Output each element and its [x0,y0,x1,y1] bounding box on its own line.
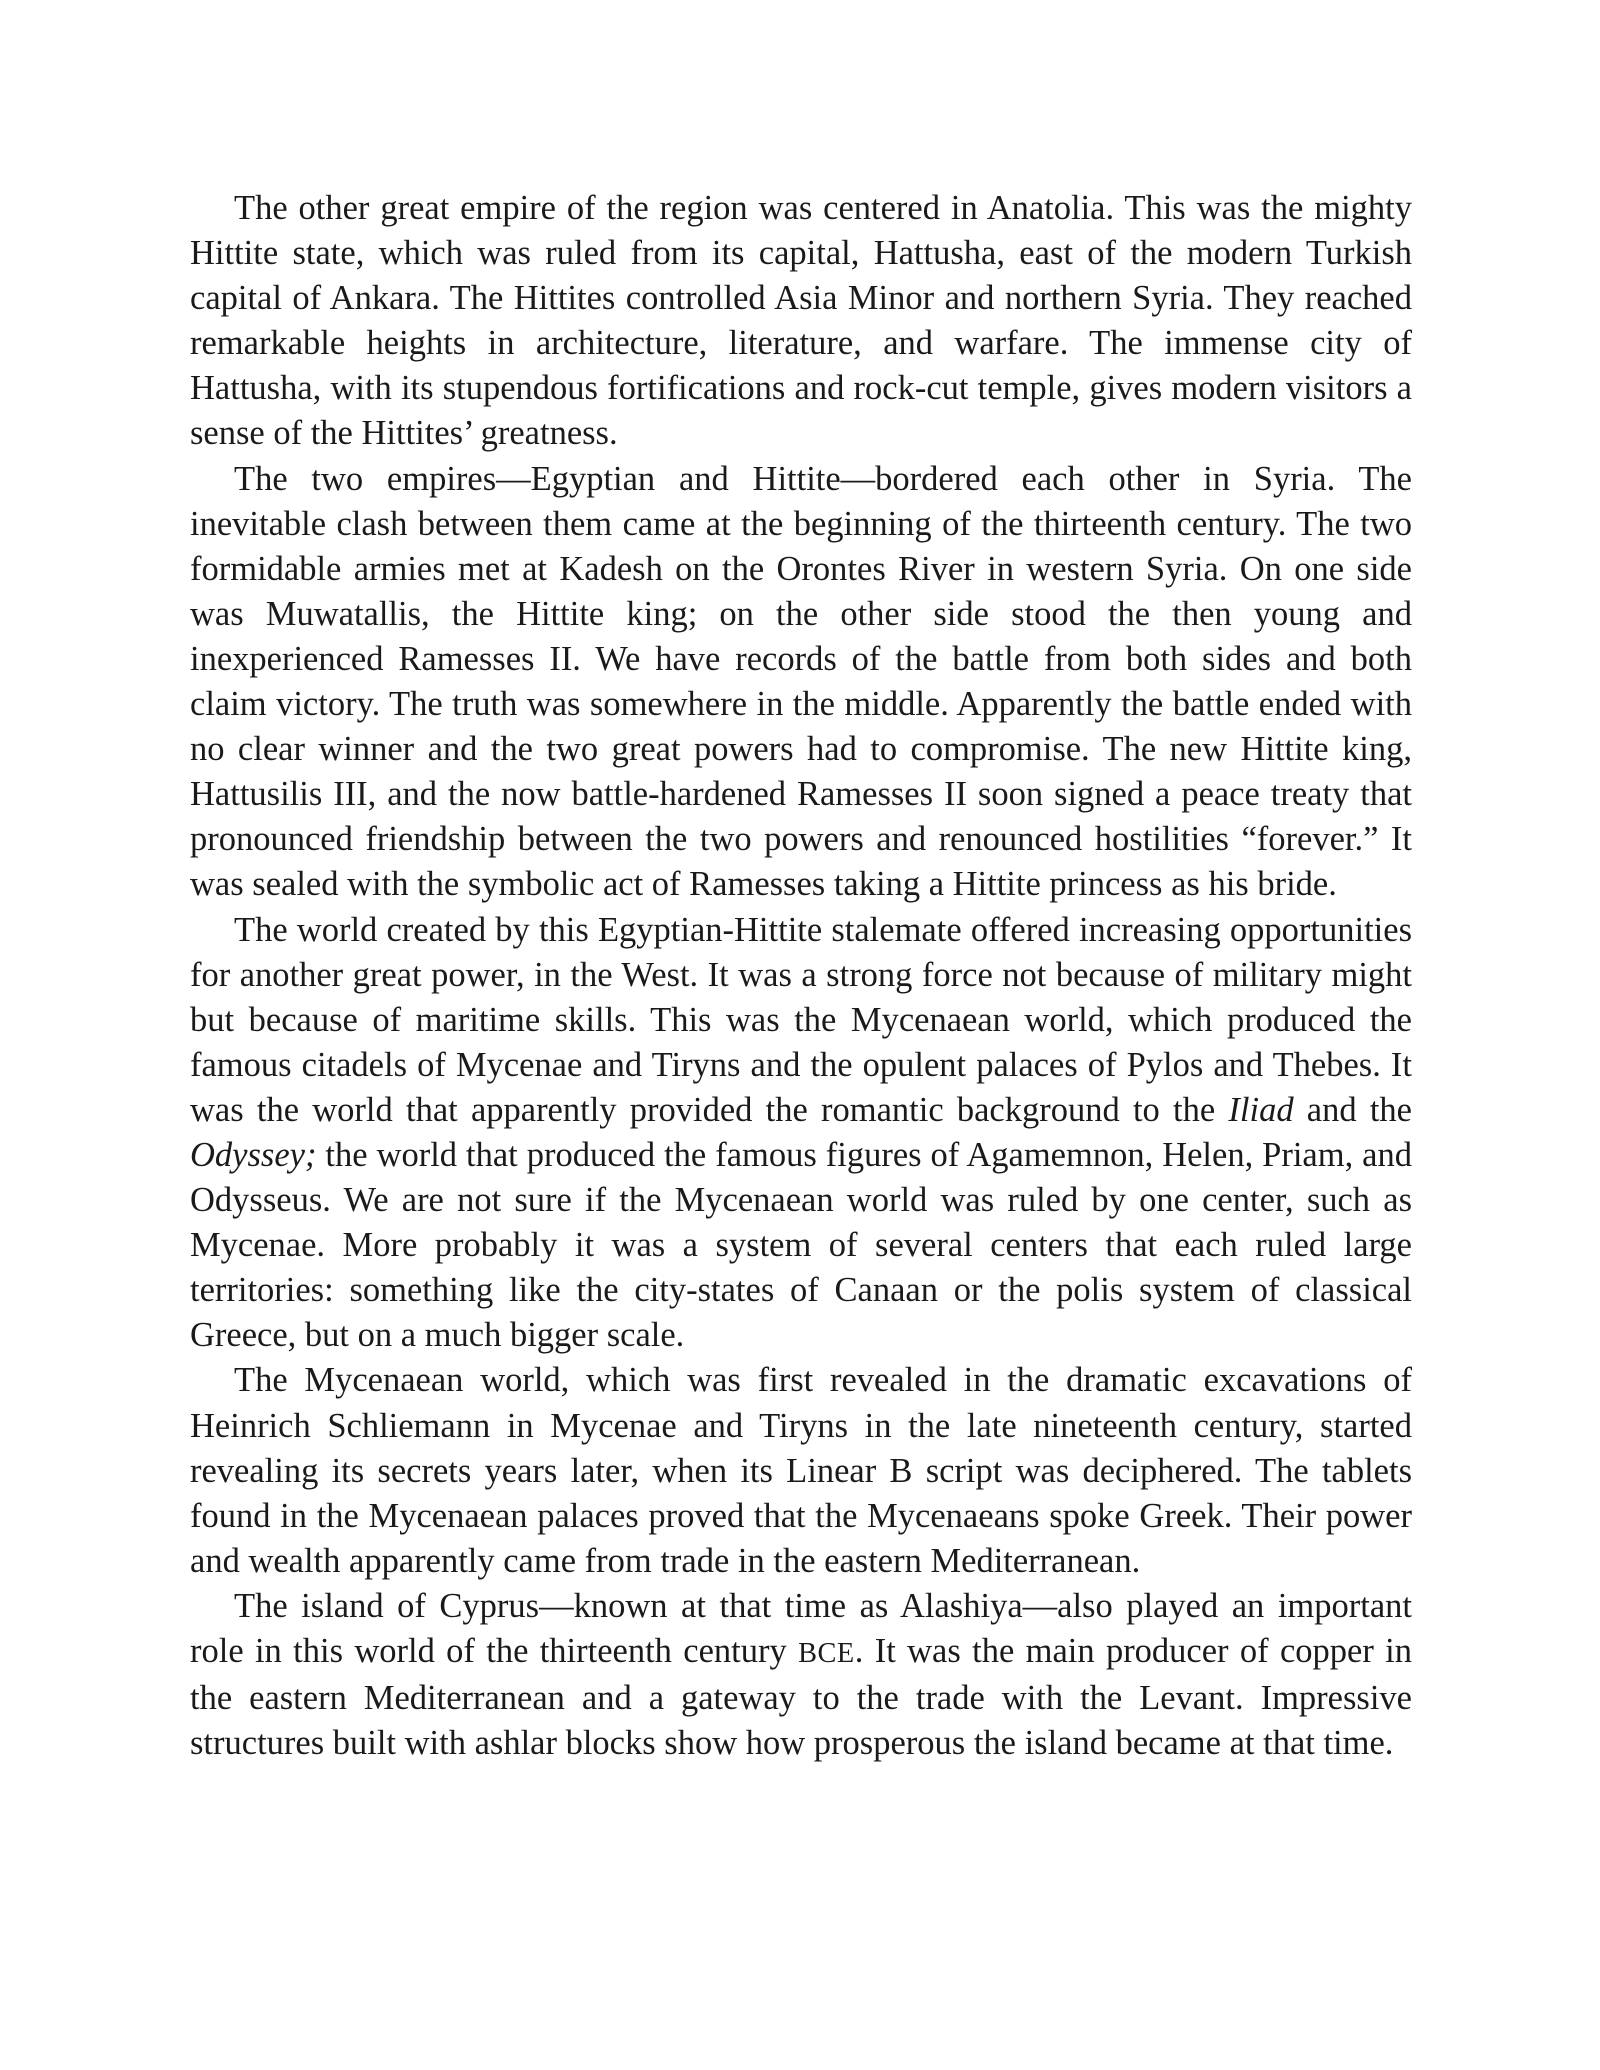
paragraph-text: . It was the main producer of copper in the eastern Mediterranean and a gateway to the trade with the Levant. Impressive structures built with ashlar blocks show how prosperous the island became at that time. [190,1632,1412,1763]
paragraph-text: The island of Cyprus—known at that time as Alashiya—also played an important role in this world of the thirteenth century [190,1586,1412,1670]
paragraph-text: and the [1293,1090,1412,1129]
page-body [190,186,1412,1766]
italic-title-odyssey: Odyssey; [190,1135,317,1174]
era-abbreviation: BCE [798,1638,855,1669]
paragraph-hittite-empire: The other great empire of the region was centered in Anatolia. This was the mighty Hittite state, which was ruled from its capital, Hattusha, east of the modern Turkish capital of Ankara. The Hittites controlled Asia Minor and northern Syria. They reached remarkable heights in architecture, literature, and warfare. The immense city of Hattusha, with its stupendous fortifications and rock-cut temple, gives modern visitors a sense of the Hittites’ greatness. [190,189,1412,453]
paragraph-mycenaean-world [190,908,1412,1359]
italic-title-iliad: Iliad [1228,1090,1294,1129]
paragraph-linear-b: The Mycenaean world, which was first revealed in the dramatic excavations of Heinrich Schliemann in Mycenae and Tiryns in the late nineteenth century, started revealing its secrets years later, when its Linear B script was deciphered. The tablets found in the Mycenaean palaces proved that the Mycenaeans spoke Greek. Their power and wealth apparently came from trade in the eastern Mediterranean. [190,1361,1412,1580]
paragraph-cyprus [190,1584,1412,1766]
paragraph-battle-of-kadesh: The two empires—Egyptian and Hittite—bordered each other in Syria. The inevitable clash between them came at the beginning of the thirteenth century. The two formidable armies met at Kadesh on the Orontes River in western Syria. On one side was Muwatallis, the Hittite king; on the other side stood the then young and inexperienced Ramesses II. We have records of the battle from both sides and both claim victory. The truth was somewhere in the middle. Apparently the battle ended with no clear winner and the two great powers had to compromise. The new Hittite king, Hattusilis III, and the now battle-hardened Ramesses II soon signed a peace treaty that pronounced friendship between the two powers and renounced hostilities “forever.” It was sealed with the symbolic act of Ramesses taking a Hittite princess as his bride. [190,459,1412,904]
paragraph-text: the world that produced the famous figures of Agamemnon, Helen, Priam, and Odysseus. We are not sure if the Mycenaean world was ruled by one center, such as Mycenae. More probably it was a system of several centers that each ruled large territories: something like the city-states of Canaan or the polis system of classical Greece, but on a much bigger scale. [190,1135,1412,1355]
paragraph-text: The world created by this Egyptian-Hittite stalemate offered increasing opportunities for another great power, in the West. It was a strong force not because of military might but because of maritime skills. This was the Mycenaean world, which produced the famous citadels of Mycenae and Tiryns and the opulent palaces of Pylos and Thebes. It was the world that apparently provided the romantic background to the [190,910,1412,1129]
